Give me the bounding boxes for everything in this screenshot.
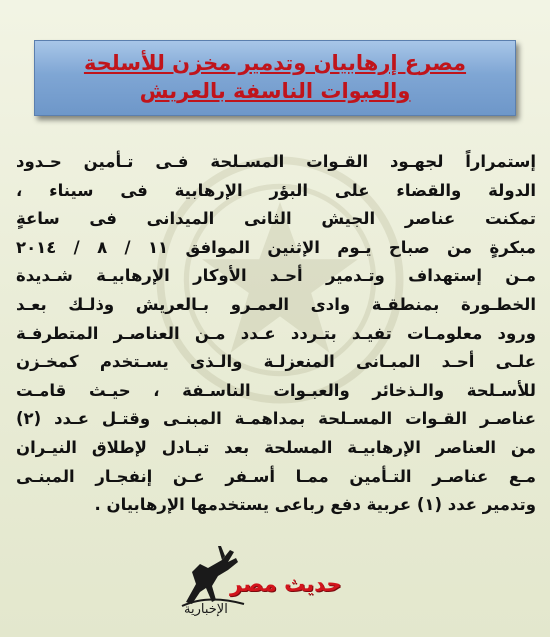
- headline-banner: [34, 40, 516, 116]
- article-line: مـع عناصـر التـأمين ممـا أسـفر عـن إنفجـار المبنـى: [16, 466, 536, 486]
- article-body: [16, 148, 536, 520]
- publisher-logo: [178, 542, 378, 632]
- headline-line-2: والعبوات الناسفة بالعريش: [139, 79, 411, 103]
- article-line: الدولة والقضاء على البؤر الإرهابية فى سيناء ،: [16, 180, 536, 200]
- article-line: ورود معلومـات تفيـد بتـردد عـدد مـن العناصـر المتطرفـة: [16, 323, 536, 343]
- publisher-name: حديث مصر: [230, 572, 342, 596]
- article-line: إستمراراً لجهـود القـوات المسـلحة فـى تـأمين حـدود: [16, 152, 536, 171]
- article-line: وتدمير عدد (١) عربية دفع رباعى يستخدمها الإرهابيان .: [94, 495, 536, 515]
- article-line: تمكنت عناصر الجيش الثانى الميدانى فى ساعةٍ: [16, 209, 536, 229]
- article-line: من العناصر الإرهابيـة المسلحة بعد تبـادل لإطلاق النيـران: [16, 437, 536, 457]
- article-line: عناصـر القـوات المسـلحة بمداهمـة المبنـى وقتـل عـدد (٢): [16, 409, 536, 429]
- article-line: مـن إستهداف وتـدمير أحـد الأوكار الإرهابيـة شـديدة: [16, 266, 536, 286]
- headline-line-1: مصرع إرهابيان وتدمير مخزن للأسلحة: [83, 51, 467, 75]
- article-line: مبكرةٍ من صباح يـوم الإثنين الموافق ١١ / ٨ / ٢٠١٤: [16, 237, 537, 257]
- publisher-subtitle: الإخبارية: [184, 602, 228, 617]
- article-line: للأسـلحة والـذخائر والعبـوات الناسـفة ، حيـث قامـت: [16, 380, 536, 400]
- article-line: الخطـورة بمنطقـة وادى العمـرو بـالعريش وذلـك بعـد: [16, 294, 536, 314]
- article-line: علـى أحـد المبـانى المنعزلـة والـذى يسـتخدم كمخـزن: [16, 352, 536, 372]
